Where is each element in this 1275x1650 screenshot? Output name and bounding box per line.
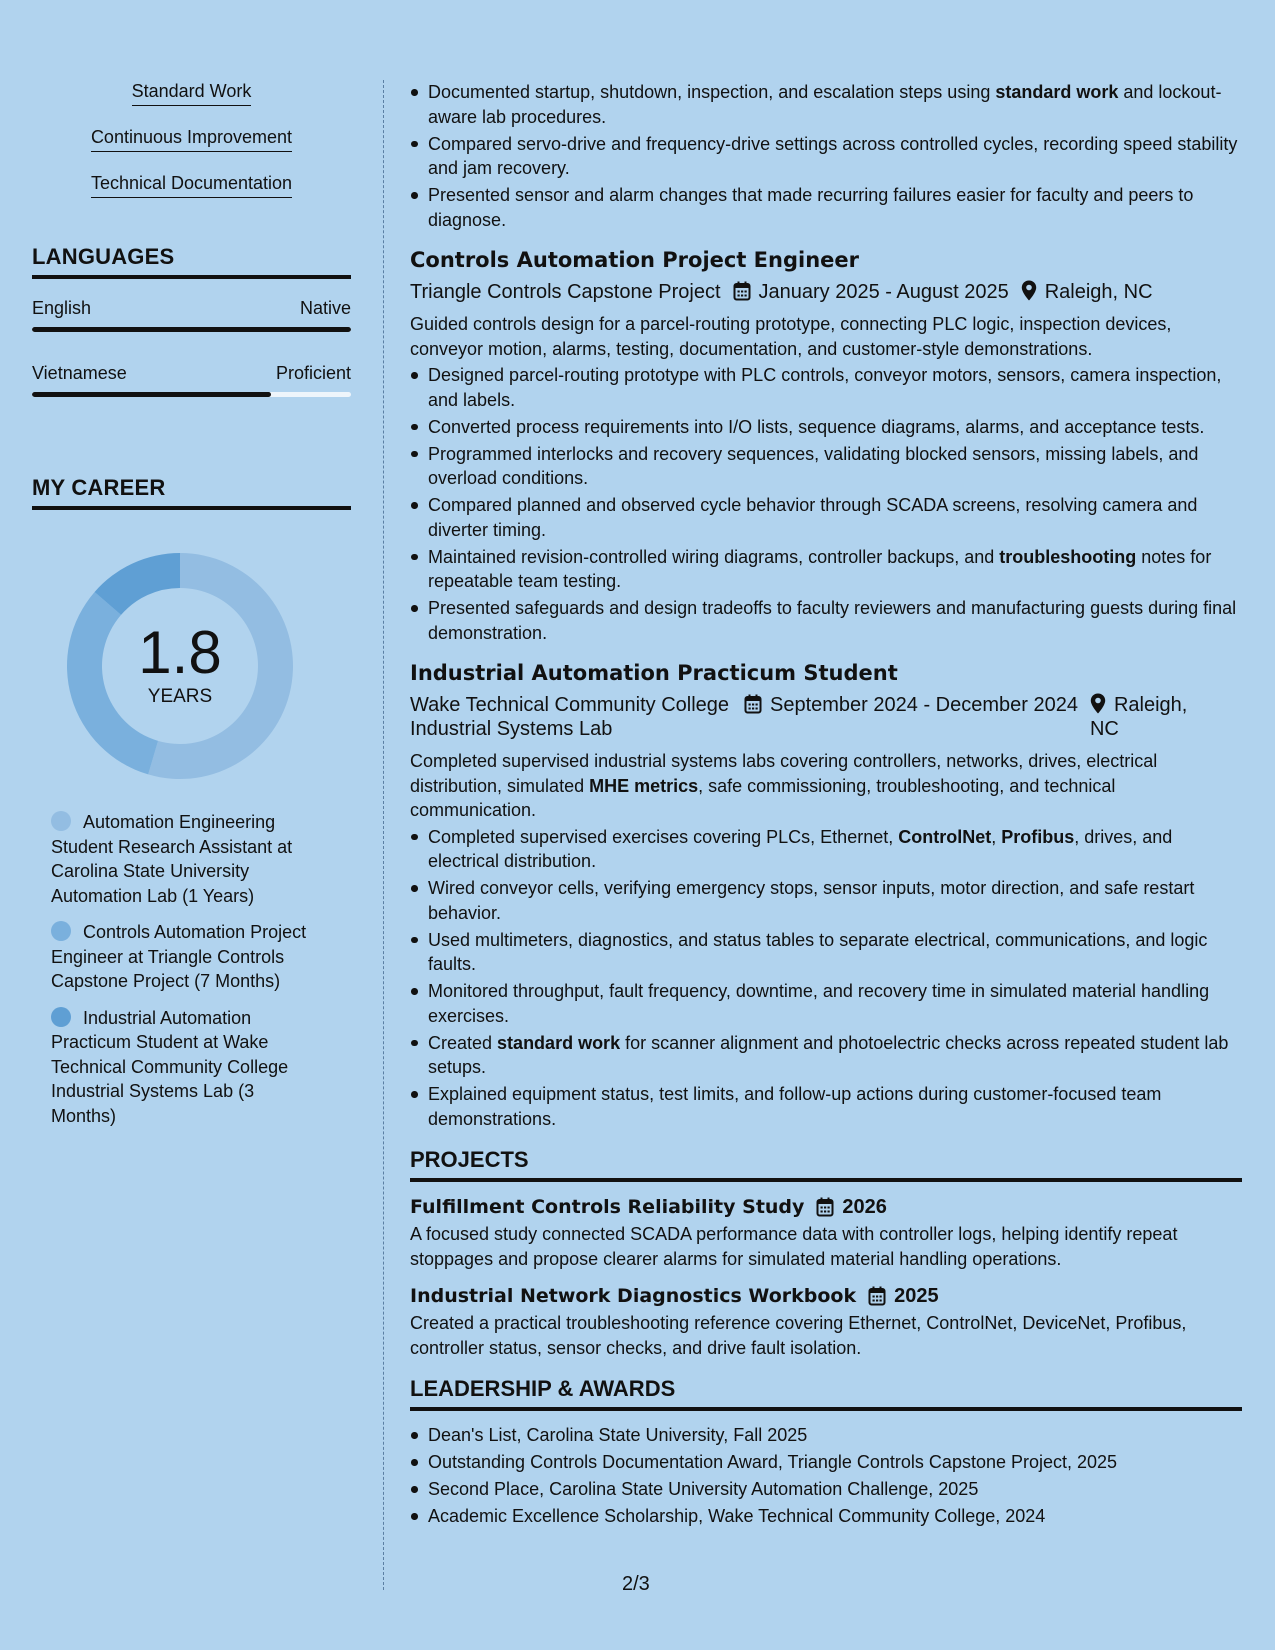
project-description: Created a practical troubleshooting reference covering Ethernet, ControlNet, DeviceNet, Profibus, controller status, sensor checks, and drive fault isolation. bbox=[410, 1313, 1187, 1358]
language-level: Native bbox=[299, 298, 351, 318]
job-dates-text: September 2024 - December 2024 bbox=[770, 694, 1078, 716]
language-item bbox=[32, 362, 351, 397]
job-dates bbox=[733, 280, 1009, 304]
skill-item: Technical Documentation bbox=[91, 172, 292, 198]
project-description: A focused study connected SCADA performance data with controller logs, helping identify repeat stoppages and propose clearer alarms for simulated material handling operations. bbox=[410, 1224, 1178, 1269]
job-bullets bbox=[410, 363, 1242, 645]
project-title: Fulfillment Controls Reliability Study bbox=[410, 1196, 805, 1218]
job-bullets bbox=[410, 825, 1242, 1132]
bullet-item: Wired conveyor cells, verifying emergency stops, sensor inputs, motor direction, and safe restart behavior. bbox=[410, 876, 1242, 925]
awards-section bbox=[410, 1376, 1242, 1529]
project-entry bbox=[410, 1194, 1242, 1271]
awards-list bbox=[410, 1423, 1242, 1529]
career-legend-text: Controls Automation Project Engineer at Triangle Controls Capstone Project (7 Months) bbox=[51, 922, 307, 991]
bullet-item: Monitored throughput, fault frequency, downtime, and recovery time in simulated material handling exercises. bbox=[410, 979, 1242, 1028]
job-organization: Wake Technical Community College Industrial Systems Lab bbox=[410, 694, 730, 740]
job-location bbox=[1021, 280, 1153, 304]
job-entry bbox=[410, 659, 1242, 1131]
skill-item: Continuous Improvement bbox=[91, 126, 292, 152]
column-divider bbox=[383, 80, 384, 1590]
project-year: 2025 bbox=[894, 1285, 939, 1307]
legend-dot-icon bbox=[51, 1007, 71, 1027]
job-dates bbox=[744, 693, 1078, 717]
main-column bbox=[410, 80, 1242, 1531]
career-heading: MY CAREER bbox=[32, 475, 351, 510]
career-legend-text: Automation Engineering Student Research Assistant at Carolina State University Automation Lab (1 Years) bbox=[51, 812, 293, 906]
skills-list bbox=[32, 80, 351, 218]
calendar-icon bbox=[733, 281, 751, 301]
career-legend-item bbox=[51, 920, 321, 994]
calendar-icon bbox=[744, 694, 762, 714]
language-proficiency-bar bbox=[32, 327, 351, 332]
languages-section bbox=[32, 244, 351, 397]
bullet-item: Designed parcel-routing prototype with PLC controls, conveyor motors, sensors, camera inspection, and labels. bbox=[410, 363, 1242, 412]
languages-heading: LANGUAGES bbox=[32, 244, 351, 279]
location-pin-icon bbox=[1090, 693, 1106, 714]
career-donut-chart bbox=[66, 552, 294, 780]
project-entry bbox=[410, 1283, 1242, 1360]
career-section bbox=[32, 475, 351, 1128]
language-proficiency-fill bbox=[32, 392, 271, 397]
career-legend-item bbox=[51, 1006, 321, 1129]
job-title: Controls Automation Project Engineer bbox=[410, 248, 859, 272]
award-item: Second Place, Carolina State University Automation Challenge, 2025 bbox=[410, 1477, 1242, 1502]
career-legend-text: Industrial Automation Practicum Student at Wake Technical Community College Industrial Systems Lab (3 Months) bbox=[51, 1007, 289, 1126]
bullet-item: Presented sensor and alarm changes that made recurring failures easier for faculty and peers to diagnose. bbox=[410, 183, 1242, 232]
job-meta bbox=[410, 693, 1242, 741]
award-item: Academic Excellence Scholarship, Wake Technical Community College, 2024 bbox=[410, 1504, 1242, 1529]
job-meta bbox=[410, 280, 1242, 304]
location-pin-icon bbox=[1021, 280, 1037, 301]
job-location-text: Raleigh, NC bbox=[1044, 281, 1153, 303]
bullet-item: Documented startup, shutdown, inspection, and escalation steps using standard work and lockout-aware lab procedures. bbox=[410, 80, 1242, 129]
job-organization: Triangle Controls Capstone Project bbox=[410, 281, 721, 303]
legend-dot-icon bbox=[51, 811, 71, 831]
skill-item: Standard Work bbox=[132, 80, 252, 106]
page-number: 2/3 bbox=[622, 1573, 650, 1595]
sidebar bbox=[32, 80, 351, 1140]
award-item: Outstanding Controls Documentation Award, Triangle Controls Capstone Project, 2025 bbox=[410, 1450, 1242, 1475]
bullet-item: Created standard work for scanner alignment and photoelectric checks across repeated student lab setups. bbox=[410, 1031, 1242, 1080]
career-legend-item bbox=[51, 810, 321, 908]
job-description: Guided controls design for a parcel-routing prototype, connecting PLC logic, inspection devices, conveyor motion, alarms, testing, documentation, and customer-style demonstrations. bbox=[410, 314, 1172, 359]
language-name: Vietnamese bbox=[32, 363, 127, 383]
calendar-icon bbox=[868, 1286, 886, 1306]
language-level: Proficient bbox=[275, 363, 351, 383]
career-total-unit: YEARS bbox=[147, 686, 213, 707]
job-location-text: Raleigh, NC bbox=[1089, 694, 1188, 740]
prior-job-bullets bbox=[410, 80, 1242, 232]
bullet-item: Compared servo-drive and frequency-drive settings across controlled cycles, recording speed stability and jam recovery. bbox=[410, 132, 1242, 181]
calendar-icon bbox=[816, 1197, 834, 1217]
bullet-item: Converted process requirements into I/O lists, sequence diagrams, alarms, and acceptance tests. bbox=[410, 415, 1242, 440]
bullet-item: Completed supervised exercises covering PLCs, Ethernet, ControlNet, Profibus, drives, and electrical distribution. bbox=[410, 825, 1242, 874]
bullet-item: Used multimeters, diagnostics, and status tables to separate electrical, communications, and logic faults. bbox=[410, 928, 1242, 977]
language-item bbox=[32, 297, 351, 332]
job-entry bbox=[410, 246, 1242, 645]
awards-heading: LEADERSHIP & AWARDS bbox=[410, 1376, 1242, 1411]
bullet-item: Presented safeguards and design tradeoffs to faculty reviewers and manufacturing guests during final demonstration. bbox=[410, 596, 1242, 645]
award-item: Dean's List, Carolina State University, Fall 2025 bbox=[410, 1423, 1242, 1448]
job-description: Completed supervised industrial systems labs covering controllers, networks, drives, electrical distribution, simulated MHE metrics, safe commissioning, troubleshooting, and technical communication. bbox=[410, 751, 1158, 820]
career-legend bbox=[51, 810, 321, 1128]
bullet-item: Programmed interlocks and recovery sequences, validating blocked sensors, missing labels, and overload conditions. bbox=[410, 442, 1242, 491]
projects-heading: PROJECTS bbox=[410, 1147, 1242, 1182]
job-title: Industrial Automation Practicum Student bbox=[410, 661, 898, 685]
job-dates-text: January 2025 - August 2025 bbox=[758, 281, 1009, 303]
project-year: 2026 bbox=[842, 1196, 887, 1218]
bullet-item: Maintained revision-controlled wiring diagrams, controller backups, and troubleshooting notes for repeatable team testing. bbox=[410, 545, 1242, 594]
career-total-value: 1.8 bbox=[138, 619, 222, 686]
projects-section bbox=[410, 1147, 1242, 1360]
language-proficiency-fill bbox=[32, 327, 351, 332]
bullet-item: Explained equipment status, test limits, and follow-up actions during customer-focused team demonstrations. bbox=[410, 1082, 1242, 1131]
legend-dot-icon bbox=[51, 921, 71, 941]
project-title: Industrial Network Diagnostics Workbook bbox=[410, 1285, 857, 1307]
job-location bbox=[1090, 693, 1200, 741]
language-proficiency-bar bbox=[32, 392, 351, 397]
bullet-item: Compared planned and observed cycle behavior through SCADA screens, resolving camera and diverter timing. bbox=[410, 493, 1242, 542]
language-name: English bbox=[32, 298, 92, 318]
